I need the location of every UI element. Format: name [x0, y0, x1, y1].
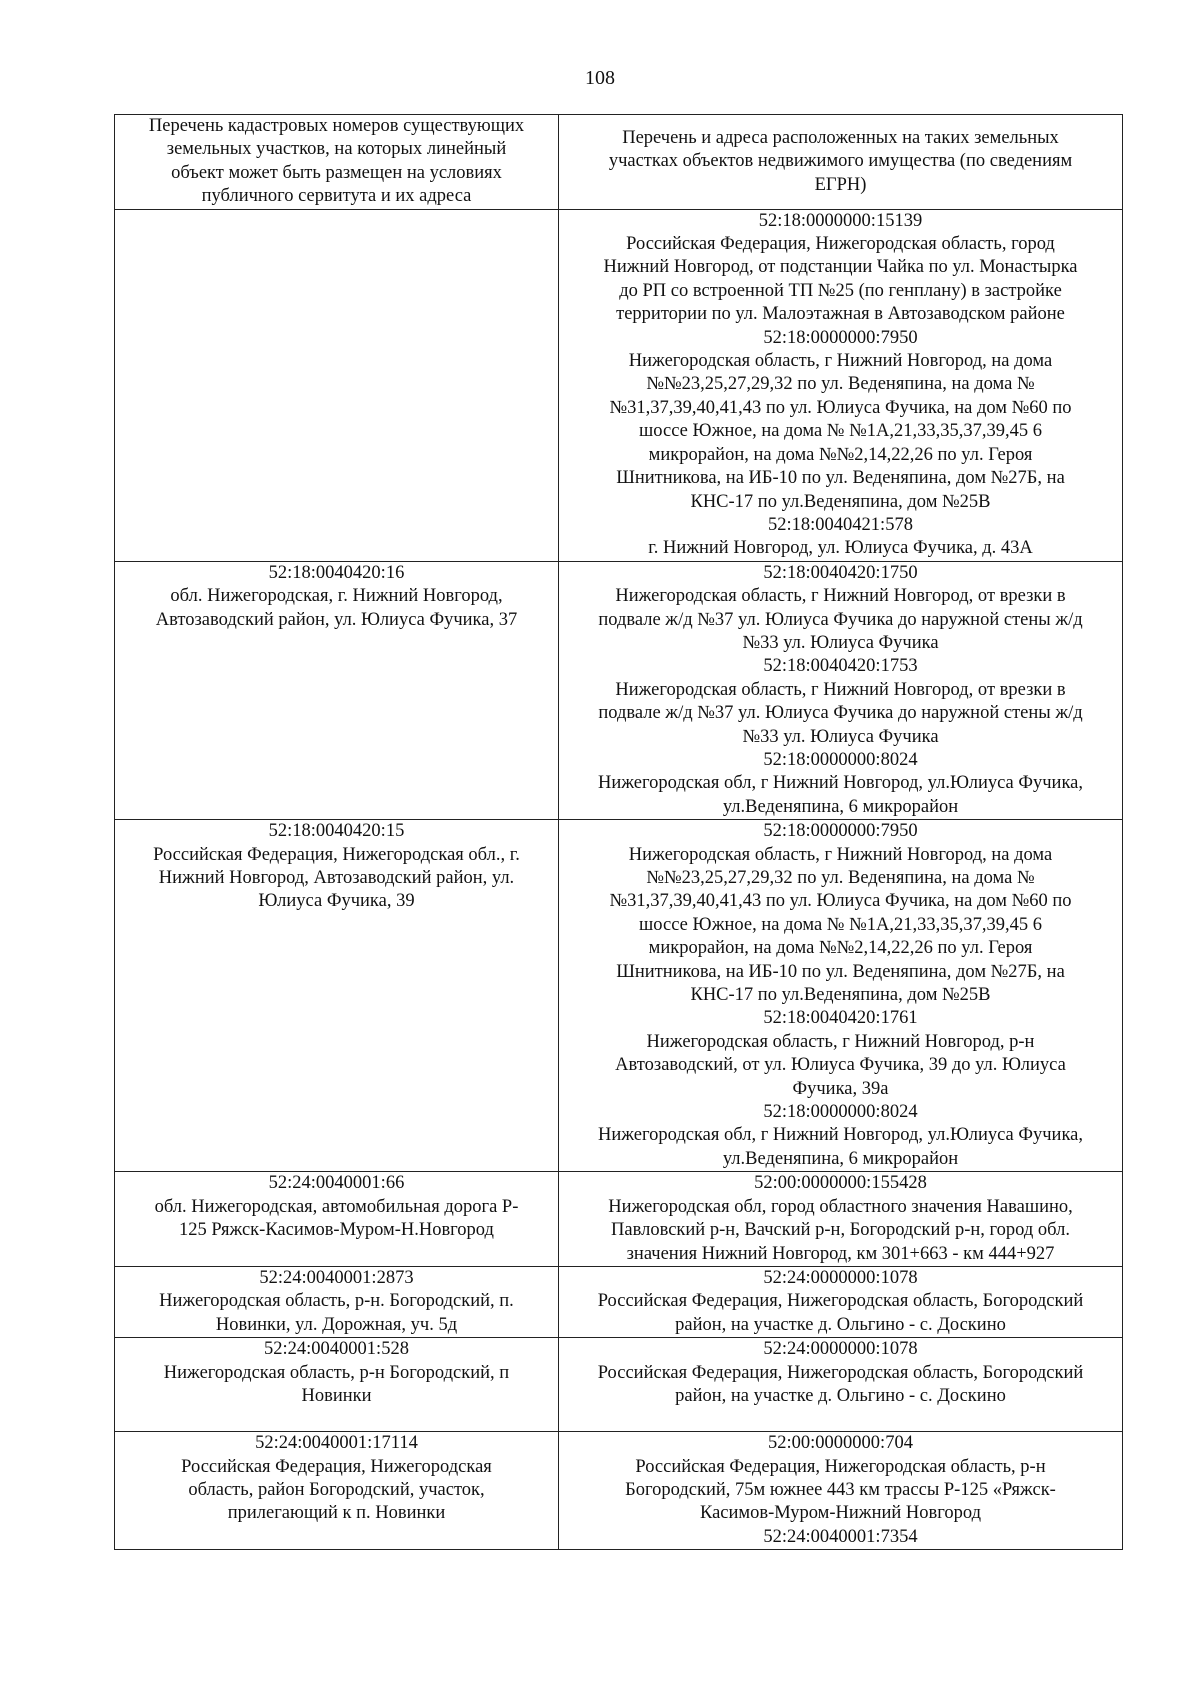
page-number: 108 — [585, 67, 615, 89]
land-plot-cell — [115, 209, 559, 561]
header-real-estate-objects: Перечень и адреса расположенных на таких земельных участках объектов недвижимого имущества (по сведениям ЕГРН) — [559, 115, 1123, 210]
objects-cell: 52:18:0000000:7950 Нижегородская область, г Нижний Новгород, на дома №№23,25,27,29,32 по ул. Веденяпина, на дома № №31,37,39,40,41,43 по ул. Юлиуса Фучика, на дом №60 по шоссе Южное, на дома № №1А,21,33,35,37,39,45 6 микрорайон, на дома №№2,14,22,26 по ул. Героя Шнитникова, на ИБ-10 по ул. Веденяпина, дом №27Б, на КНС-17 по ул.Веденяпина, дом №25В 52:18:0040420:1761 Нижегородская область, г Нижний Новгород, р-н Автозаводский, от ул. Юлиуса Фучика, 39 до ул. Юлиуса Фучика, 39а 52:18:0000000:8024 Нижегородская обл, г Нижний Новгород, ул.Юлиуса Фучика, ул.Веденяпина, 6 микрорайон — [559, 820, 1123, 1172]
header-cadastral-numbers: Перечень кадастровых номеров существующих земельных участков, на которых линейный объект может быть размещен на условиях публичного сервитута и их адреса — [115, 115, 559, 210]
land-plot-cell: 52:24:0040001:528 Нижегородская область, р-н Богородский, п Новинки — [115, 1338, 559, 1432]
objects-cell: 52:00:0000000:155428 Нижегородская обл, город областного значения Навашино, Павловский р-н, Вачский р-н, Богородский р-н, город обл. значения Нижний Новгород, км 301+663 - км 444+927 — [559, 1172, 1123, 1267]
land-plot-cell: 52:24:0040001:2873 Нижегородская область, р-н. Богородский, п. Новинки, ул. Дорожная, уч. 5д — [115, 1266, 559, 1337]
land-plot-cell: 52:18:0040420:16 обл. Нижегородская, г. Нижний Новгород, Автозаводский район, ул. Юлиуса Фучика, 37 — [115, 561, 559, 819]
land-plot-cell: 52:18:0040420:15 Российская Федерация, Нижегородская обл., г. Нижний Новгород, Автозаводский район, ул. Юлиуса Фучика, 39 — [115, 820, 559, 1172]
table-header-row — [115, 115, 1123, 210]
table-row — [115, 1172, 1123, 1267]
table-row — [115, 1266, 1123, 1337]
objects-cell: 52:18:0040420:1750 Нижегородская область, г Нижний Новгород, от врезки в подвале ж/д №37 ул. Юлиуса Фучика до наружной стены ж/д №33 ул. Юлиуса Фучика 52:18:0040420:1753 Нижегородская область, г Нижний Новгород, от врезки в подвале ж/д №37 ул. Юлиуса Фучика до наружной стены ж/д №33 ул. Юлиуса Фучика 52:18:0000000:8024 Нижегородская обл, г Нижний Новгород, ул.Юлиуса Фучика, ул.Веденяпина, 6 микрорайон — [559, 561, 1123, 819]
land-plot-cell: 52:24:0040001:66 обл. Нижегородская, автомобильная дорога Р- 125 Ряжск-Касимов-Муром-Н.Новгород — [115, 1172, 559, 1267]
table-row — [115, 820, 1123, 1172]
land-plot-cell: 52:24:0040001:17114 Российская Федерация, Нижегородская область, район Богородский, участок, прилегающий к п. Новинки — [115, 1432, 559, 1550]
objects-cell: 52:18:0000000:15139 Российская Федерация, Нижегородская область, город Нижний Новгород, от подстанции Чайка по ул. Монастырка до РП со встроенной ТП №25 (по генплану) в застройке территории по ул. Малоэтажная в Автозаводском районе 52:18:0000000:7950 Нижегородская область, г Нижний Новгород, на дома №№23,25,27,29,32 по ул. Веденяпина, на дома № №31,37,39,40,41,43 по ул. Юлиуса Фучика, на дом №60 по шоссе Южное, на дома № №1А,21,33,35,37,39,45 6 микрорайон, на дома №№2,14,22,26 по ул. Героя Шнитникова, на ИБ-10 по ул. Веденяпина, дом №27Б, на КНС-17 по ул.Веденяпина, дом №25В 52:18:0040421:578 г. Нижний Новгород, ул. Юлиуса Фучика, д. 43А — [559, 209, 1123, 561]
table-row — [115, 1432, 1123, 1550]
objects-cell: 52:24:0000000:1078 Российская Федерация, Нижегородская область, Богородский район, на участке д. Ольгино - с. Доскино — [559, 1266, 1123, 1337]
objects-cell: 52:00:0000000:704 Российская Федерация, Нижегородская область, р-н Богородский, 75м южнее 443 км трассы Р-125 «Ряжск- Касимов-Муром-Нижний Новгород 52:24:0040001:7354 — [559, 1432, 1123, 1550]
table-row — [115, 209, 1123, 561]
table-row — [115, 561, 1123, 819]
table-row — [115, 1338, 1123, 1432]
cadastral-table — [114, 114, 1123, 1550]
objects-cell: 52:24:0000000:1078 Российская Федерация, Нижегородская область, Богородский район, на участке д. Ольгино - с. Доскино — [559, 1338, 1123, 1432]
